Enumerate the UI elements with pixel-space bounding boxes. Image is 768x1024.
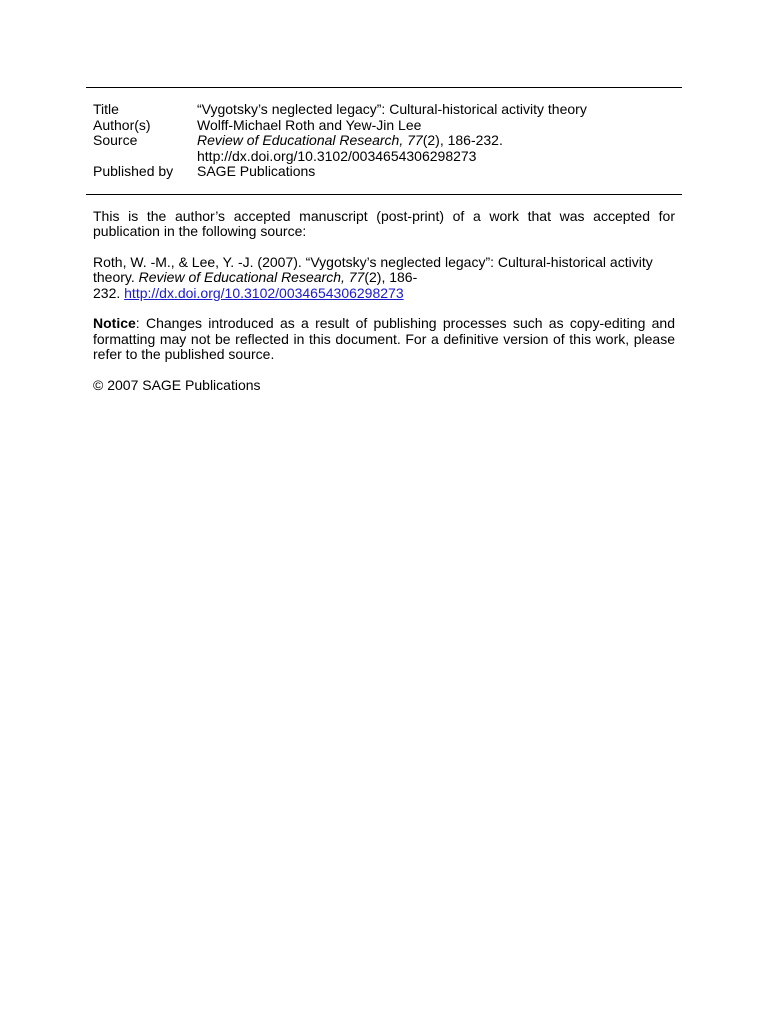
citation-paragraph bbox=[93, 255, 675, 302]
copyright-notice: © 2007 SAGE Publications bbox=[93, 376, 261, 393]
authors-value: Wolff-Michael Roth and Yew-Jin Lee bbox=[197, 116, 422, 133]
source-doi: http://dx.doi.org/10.3102/0034654306298273 bbox=[197, 147, 477, 164]
authors-label: Author(s) bbox=[93, 116, 151, 133]
source-citation bbox=[197, 133, 675, 149]
notice-paragraph bbox=[93, 316, 675, 363]
title-label: Title bbox=[93, 101, 119, 117]
source-journal: Review of Educational Research, bbox=[197, 132, 404, 148]
publisher-value: SAGE Publications bbox=[197, 163, 316, 179]
document-page bbox=[86, 87, 682, 408]
metadata-row-publisher bbox=[93, 164, 675, 180]
notice-label: Notice bbox=[93, 315, 136, 331]
notice-text: : Changes introduced as a result of publishing processes such as copy-editing and formatting may not be reflected in this document. For a definitive version of this work, please refer to the published source. bbox=[93, 315, 675, 362]
doi-link[interactable]: http://dx.doi.org/10.3102/0034654306298273 bbox=[124, 284, 404, 301]
metadata-row-title bbox=[93, 102, 675, 118]
metadata-row-source bbox=[93, 133, 675, 164]
metadata-row-authors bbox=[93, 118, 675, 134]
metadata-table bbox=[86, 88, 682, 194]
title-value: “Vygotsky’s neglected legacy”: Cultural-historical activity theory bbox=[197, 101, 587, 117]
publisher-label: Published by bbox=[93, 163, 174, 179]
source-volume: 77 bbox=[407, 132, 423, 148]
citation-issue-pages: (2), 186- bbox=[364, 269, 418, 285]
intro-paragraph: This is the author’s accepted manuscript (post-print) of a work that was accepted for publication in the following source: bbox=[93, 207, 675, 239]
source-label: Source bbox=[93, 132, 138, 148]
citation-journal: Review of Educational Research, 77 bbox=[138, 269, 365, 285]
citation-authors-year: Roth, W. -M., & Lee, Y. -J. (2007). “Vygotsky’s neglected legacy”: Cultural-historical activity theory. bbox=[93, 253, 653, 285]
body-text bbox=[86, 195, 682, 394]
source-value bbox=[197, 133, 675, 164]
citation-pages-end: 232. bbox=[93, 284, 121, 301]
source-issue-pages: (2), 186-232. bbox=[422, 132, 503, 148]
